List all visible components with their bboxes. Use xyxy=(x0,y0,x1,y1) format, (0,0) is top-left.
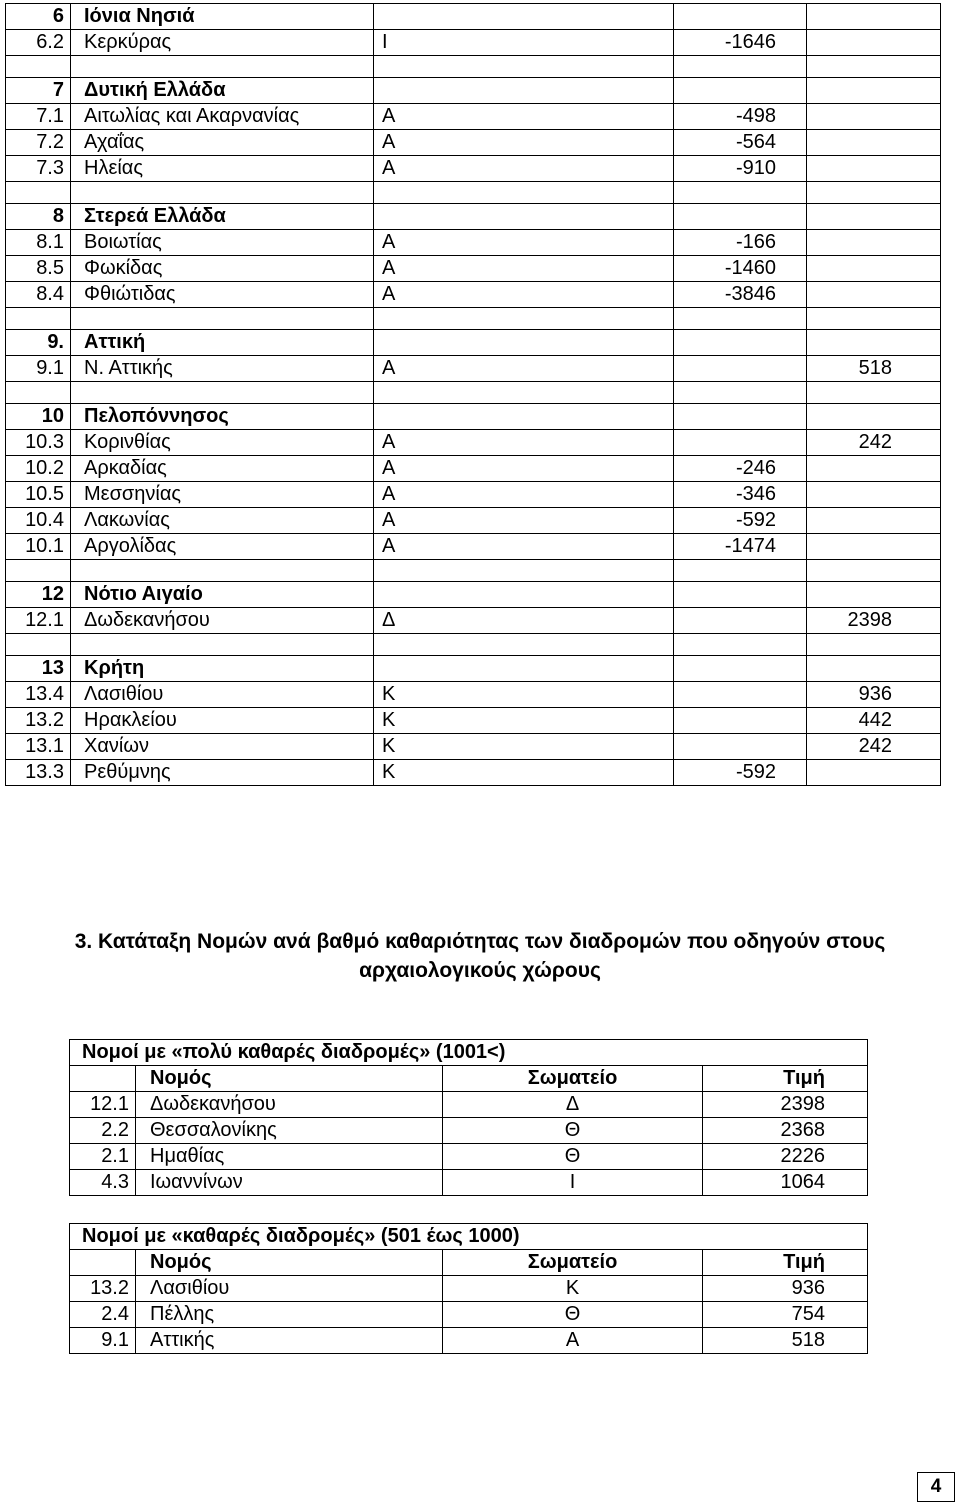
region-scores-table xyxy=(5,3,941,786)
empty-cell xyxy=(807,760,941,786)
prefecture-code: 8.4 xyxy=(6,282,71,308)
score-value: 936 xyxy=(703,1276,868,1302)
column-header-value: Τιμή xyxy=(703,1066,868,1092)
prefecture-code: 10.3 xyxy=(6,430,71,456)
prefecture-name: Λακωνίας xyxy=(71,508,374,534)
empty-cell xyxy=(70,1066,136,1092)
empty-cell xyxy=(674,608,807,634)
prefecture-code: 8.1 xyxy=(6,230,71,256)
prefecture-code: 6.2 xyxy=(6,30,71,56)
spacer-cell xyxy=(71,560,374,582)
prefecture-name: Δωδεκανήσου xyxy=(71,608,374,634)
empty-cell xyxy=(807,482,941,508)
team-letter: Θ xyxy=(443,1302,703,1328)
prefecture-name: Αιτωλίας και Ακαρνανίας xyxy=(71,104,374,130)
prefecture-code: 9.1 xyxy=(6,356,71,382)
empty-cell xyxy=(807,230,941,256)
spacer-cell xyxy=(374,308,674,330)
prefecture-code: 13.2 xyxy=(70,1276,136,1302)
prefecture-name: Μεσσηνίας xyxy=(71,482,374,508)
spacer-row xyxy=(6,382,941,404)
negative-score: -592 xyxy=(674,508,807,534)
spacer-cell xyxy=(6,308,71,330)
spacer-cell xyxy=(807,560,941,582)
ranking-title: Νομοί με «καθαρές διαδρομές» (501 έως 1000) xyxy=(70,1224,868,1250)
table-row xyxy=(6,734,941,760)
spacer-cell xyxy=(71,182,374,204)
empty-cell xyxy=(674,430,807,456)
prefecture-name: Ηρακλείου xyxy=(71,708,374,734)
empty-cell xyxy=(374,582,674,608)
spacer-cell xyxy=(807,308,941,330)
section-heading: 3. Κατάταξη Νομών ανά βαθμό καθαριότητας των διαδρομών που οδηγούν στους αρχαιολογικούς χώρους xyxy=(74,930,886,982)
empty-cell xyxy=(807,534,941,560)
empty-cell xyxy=(807,330,941,356)
region-code: 8 xyxy=(6,204,71,230)
column-header-prefecture: Νομός xyxy=(136,1250,443,1276)
column-header-row xyxy=(70,1250,868,1276)
negative-score: -166 xyxy=(674,230,807,256)
region-name: Νότιο Αιγαίο xyxy=(71,582,374,608)
team-letter: Α xyxy=(374,256,674,282)
spacer-cell xyxy=(674,382,807,404)
empty-cell xyxy=(807,582,941,608)
prefecture-name: Λασιθίου xyxy=(136,1276,443,1302)
prefecture-code: 7.1 xyxy=(6,104,71,130)
prefecture-name: Πέλλης xyxy=(136,1302,443,1328)
ranking-title-row xyxy=(70,1040,868,1066)
spacer-cell xyxy=(6,182,71,204)
spacer-row xyxy=(6,560,941,582)
positive-score: 936 xyxy=(807,682,941,708)
table-row xyxy=(70,1118,868,1144)
spacer-cell xyxy=(6,560,71,582)
prefecture-code: 2.2 xyxy=(70,1118,136,1144)
positive-score: 2398 xyxy=(807,608,941,634)
empty-cell xyxy=(674,330,807,356)
spacer-row xyxy=(6,182,941,204)
negative-score: -346 xyxy=(674,482,807,508)
table-row xyxy=(6,256,941,282)
table-row xyxy=(6,230,941,256)
empty-cell xyxy=(374,204,674,230)
table-row xyxy=(70,1092,868,1118)
empty-cell xyxy=(807,130,941,156)
prefecture-name: Αχαΐας xyxy=(71,130,374,156)
region-name: Στερεά Ελλάδα xyxy=(71,204,374,230)
team-letter: Α xyxy=(374,356,674,382)
prefecture-name: Βοιωτίας xyxy=(71,230,374,256)
prefecture-name: Κορινθίας xyxy=(71,430,374,456)
empty-cell xyxy=(807,204,941,230)
table-row xyxy=(6,130,941,156)
empty-cell xyxy=(374,404,674,430)
table-row xyxy=(70,1328,868,1354)
table-row xyxy=(6,534,941,560)
prefecture-name: Χανίων xyxy=(71,734,374,760)
team-letter: Κ xyxy=(443,1276,703,1302)
prefecture-name: Κερκύρας xyxy=(71,30,374,56)
region-scores-body xyxy=(6,4,941,786)
region-header-row xyxy=(6,404,941,430)
negative-score: -1460 xyxy=(674,256,807,282)
empty-cell xyxy=(807,282,941,308)
prefecture-code: 10.5 xyxy=(6,482,71,508)
spacer-row xyxy=(6,308,941,330)
team-letter: Α xyxy=(374,508,674,534)
prefecture-code: 9.1 xyxy=(70,1328,136,1354)
table-row xyxy=(6,104,941,130)
score-value: 1064 xyxy=(703,1170,868,1196)
empty-cell xyxy=(674,78,807,104)
empty-cell xyxy=(807,456,941,482)
column-header-value: Τιμή xyxy=(703,1250,868,1276)
score-value: 754 xyxy=(703,1302,868,1328)
clean-routes-body xyxy=(70,1224,868,1354)
team-letter: Δ xyxy=(374,608,674,634)
spacer-row xyxy=(6,56,941,78)
clean-routes-table xyxy=(69,1223,868,1354)
team-letter: Α xyxy=(374,430,674,456)
empty-cell xyxy=(674,682,807,708)
region-name: Δυτική Ελλάδα xyxy=(71,78,374,104)
prefecture-name: Αρκαδίας xyxy=(71,456,374,482)
table-row xyxy=(6,608,941,634)
spacer-cell xyxy=(674,634,807,656)
team-letter: Θ xyxy=(443,1144,703,1170)
region-header-row xyxy=(6,582,941,608)
region-code: 6 xyxy=(6,4,71,30)
prefecture-name: Ηλείας xyxy=(71,156,374,182)
team-letter: Θ xyxy=(443,1118,703,1144)
spacer-cell xyxy=(807,382,941,404)
empty-cell xyxy=(674,204,807,230)
region-code: 12 xyxy=(6,582,71,608)
table-row xyxy=(70,1170,868,1196)
prefecture-name: Φωκίδας xyxy=(71,256,374,282)
prefecture-code: 4.3 xyxy=(70,1170,136,1196)
table-row xyxy=(70,1276,868,1302)
spacer-cell xyxy=(71,382,374,404)
ranking-title-row xyxy=(70,1224,868,1250)
prefecture-code: 8.5 xyxy=(6,256,71,282)
spacer-cell xyxy=(807,634,941,656)
spacer-cell xyxy=(71,56,374,78)
empty-cell xyxy=(374,4,674,30)
empty-cell xyxy=(674,582,807,608)
table-row xyxy=(6,482,941,508)
empty-cell xyxy=(674,4,807,30)
region-name: Κρήτη xyxy=(71,656,374,682)
positive-score: 518 xyxy=(807,356,941,382)
team-letter: Α xyxy=(374,130,674,156)
empty-cell xyxy=(807,104,941,130)
table-row xyxy=(6,708,941,734)
team-letter: Α xyxy=(374,282,674,308)
very-clean-routes-table xyxy=(69,1039,868,1196)
team-letter: Α xyxy=(374,534,674,560)
table-row xyxy=(6,456,941,482)
team-letter: Ι xyxy=(374,30,674,56)
empty-cell xyxy=(674,708,807,734)
column-header-prefecture: Νομός xyxy=(136,1066,443,1092)
table-row xyxy=(6,356,941,382)
spacer-cell xyxy=(674,182,807,204)
negative-score: -1646 xyxy=(674,30,807,56)
region-header-row xyxy=(6,4,941,30)
positive-score: 242 xyxy=(807,430,941,456)
team-letter: Κ xyxy=(374,734,674,760)
prefecture-name: Φθιώτιδας xyxy=(71,282,374,308)
positive-score: 242 xyxy=(807,734,941,760)
prefecture-name: Δωδεκανήσου xyxy=(136,1092,443,1118)
prefecture-name: Ρεθύμνης xyxy=(71,760,374,786)
prefecture-name: Ιωαννίνων xyxy=(136,1170,443,1196)
ranking-title: Νομοί με «πολύ καθαρές διαδρομές» (1001<) xyxy=(70,1040,868,1066)
spacer-cell xyxy=(6,56,71,78)
table-row xyxy=(6,282,941,308)
spacer-cell xyxy=(71,308,374,330)
empty-cell xyxy=(374,330,674,356)
spacer-cell xyxy=(71,634,374,656)
team-letter: Κ xyxy=(374,760,674,786)
prefecture-code: 12.1 xyxy=(70,1092,136,1118)
prefecture-code: 13.3 xyxy=(6,760,71,786)
team-letter: Α xyxy=(374,456,674,482)
empty-cell xyxy=(374,78,674,104)
region-header-row xyxy=(6,204,941,230)
spacer-cell xyxy=(374,560,674,582)
spacer-cell xyxy=(807,182,941,204)
prefecture-name: Θεσσαλονίκης xyxy=(136,1118,443,1144)
table-row xyxy=(6,30,941,56)
negative-score: -1474 xyxy=(674,534,807,560)
prefecture-code: 13.4 xyxy=(6,682,71,708)
team-letter: Α xyxy=(374,156,674,182)
table-row xyxy=(6,760,941,786)
table-row xyxy=(70,1144,868,1170)
region-header-row xyxy=(6,330,941,356)
negative-score: -498 xyxy=(674,104,807,130)
table-row xyxy=(6,156,941,182)
team-letter: Α xyxy=(374,104,674,130)
spacer-cell xyxy=(674,308,807,330)
prefecture-name: Αττικής xyxy=(136,1328,443,1354)
team-letter: Α xyxy=(374,230,674,256)
region-header-row xyxy=(6,656,941,682)
spacer-cell xyxy=(807,56,941,78)
region-code: 10 xyxy=(6,404,71,430)
prefecture-name: Λασιθίου xyxy=(71,682,374,708)
negative-score: -564 xyxy=(674,130,807,156)
empty-cell xyxy=(807,404,941,430)
region-name: Αττική xyxy=(71,330,374,356)
prefecture-code: 2.4 xyxy=(70,1302,136,1328)
column-header-team: Σωματείο xyxy=(443,1066,703,1092)
spacer-cell xyxy=(674,560,807,582)
prefecture-name: Ν. Αττικής xyxy=(71,356,374,382)
negative-score: -246 xyxy=(674,456,807,482)
score-value: 2368 xyxy=(703,1118,868,1144)
score-value: 2226 xyxy=(703,1144,868,1170)
prefecture-code: 2.1 xyxy=(70,1144,136,1170)
negative-score: -3846 xyxy=(674,282,807,308)
prefecture-code: 7.2 xyxy=(6,130,71,156)
spacer-cell xyxy=(674,56,807,78)
negative-score: -910 xyxy=(674,156,807,182)
prefecture-code: 12.1 xyxy=(6,608,71,634)
region-code: 9. xyxy=(6,330,71,356)
prefecture-code: 10.2 xyxy=(6,456,71,482)
empty-cell xyxy=(674,656,807,682)
spacer-cell xyxy=(374,182,674,204)
empty-cell xyxy=(807,256,941,282)
empty-cell xyxy=(70,1250,136,1276)
score-value: 518 xyxy=(703,1328,868,1354)
score-value: 2398 xyxy=(703,1092,868,1118)
empty-cell xyxy=(807,4,941,30)
column-header-team: Σωματείο xyxy=(443,1250,703,1276)
empty-cell xyxy=(807,78,941,104)
table-row xyxy=(6,430,941,456)
prefecture-code: 10.4 xyxy=(6,508,71,534)
prefecture-code: 7.3 xyxy=(6,156,71,182)
table-row xyxy=(70,1302,868,1328)
table-row xyxy=(6,682,941,708)
spacer-cell xyxy=(374,382,674,404)
region-name: Πελοπόννησος xyxy=(71,404,374,430)
region-code: 7 xyxy=(6,78,71,104)
prefecture-code: 10.1 xyxy=(6,534,71,560)
empty-cell xyxy=(674,734,807,760)
negative-score: -592 xyxy=(674,760,807,786)
region-name: Ιόνια Νησιά xyxy=(71,4,374,30)
empty-cell xyxy=(807,30,941,56)
spacer-row xyxy=(6,634,941,656)
team-letter: Κ xyxy=(374,682,674,708)
spacer-cell xyxy=(6,382,71,404)
region-header-row xyxy=(6,78,941,104)
team-letter: Α xyxy=(443,1328,703,1354)
very-clean-routes-body xyxy=(70,1040,868,1196)
team-letter: Δ xyxy=(443,1092,703,1118)
team-letter: Ι xyxy=(443,1170,703,1196)
page-number: 4 xyxy=(917,1472,955,1502)
empty-cell xyxy=(807,656,941,682)
team-letter: Α xyxy=(374,482,674,508)
prefecture-name: Ημαθίας xyxy=(136,1144,443,1170)
positive-score: 442 xyxy=(807,708,941,734)
prefecture-code: 13.1 xyxy=(6,734,71,760)
prefecture-code: 13.2 xyxy=(6,708,71,734)
spacer-cell xyxy=(6,634,71,656)
empty-cell xyxy=(374,656,674,682)
empty-cell xyxy=(807,156,941,182)
team-letter: Κ xyxy=(374,708,674,734)
empty-cell xyxy=(674,356,807,382)
empty-cell xyxy=(674,404,807,430)
table-row xyxy=(6,508,941,534)
column-header-row xyxy=(70,1066,868,1092)
spacer-cell xyxy=(374,56,674,78)
spacer-cell xyxy=(374,634,674,656)
region-code: 13 xyxy=(6,656,71,682)
prefecture-name: Αργολίδας xyxy=(71,534,374,560)
empty-cell xyxy=(807,508,941,534)
